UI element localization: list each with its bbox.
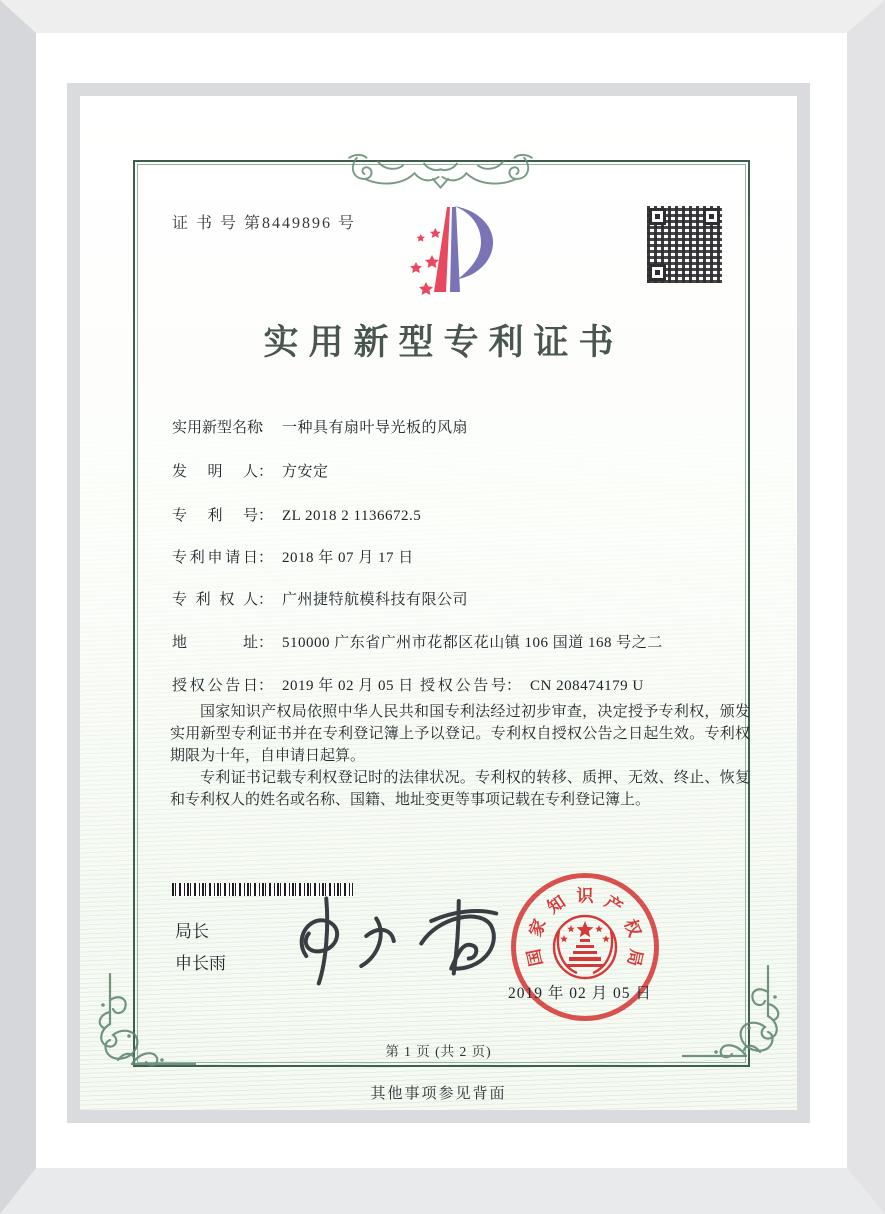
seal-char: 家 [525,916,550,940]
field-label: 专利号 [172,508,258,524]
field-label: 授权公告日 [172,678,258,694]
qr-code-icon [647,206,722,283]
legal-paragraph-2: 专利证书记载专利权登记时的法律状况。专利权的转移、质押、无效、终止、恢复和专利权人的姓名或名称、国籍、地址变更等事项记载在专利登记簿上。 [170,770,750,808]
field-colon: ： [258,635,274,651]
signer-title: 局长 [175,922,209,941]
field-label: 专利申请日 [172,550,258,566]
field-pair-grant-number [420,674,644,695]
seal-char: 产 [601,892,626,918]
field-label: 地址 [172,635,258,651]
seal-char: 国 [524,947,547,968]
seal-date: 2019 年 02 月 05 日 [508,985,652,1002]
field-label: 发明人 [172,464,258,480]
seal-char: 局 [623,947,646,968]
qr-finder-square [703,208,720,225]
seal-char: 权 [620,916,645,940]
field-value: 方安定 [282,464,329,480]
field-row-filing-date [172,546,414,567]
field-label: 实用新型名称 [172,420,263,436]
certificate-number: 证 书 号 第8449896 号 [172,215,357,232]
field-label: 授权公告号 [420,678,506,694]
field-row-grant [172,674,644,695]
national-emblem-icon [549,909,621,985]
field-value: 510000 广东省广州市花都区花山镇 106 国道 168 号之二 [282,635,663,651]
field-value: 2018 年 07 月 17 日 [282,550,414,566]
field-label: 专利权人 [172,592,258,608]
qr-finder-square [649,208,666,225]
legal-paragraph-1: 国家知识产权局依照中华人民共和国专利法经过初步审查，决定授予专利权，颁发实用新型专利证书并在专利登记簿上予以登记。专利权自授权公告之日起生效。专利权期限为十年，自申请日起算。 [170,704,750,764]
field-row-patentee [172,588,468,609]
field-colon: ： [506,678,522,694]
field-row-address [172,631,663,652]
field-colon: ： [258,550,274,566]
field-colon: ： [258,508,274,524]
qr-finder-square [649,264,666,281]
signer-block [175,916,226,980]
seal-char: 识 [576,886,594,906]
field-row-patent-number [172,504,421,525]
back-side-note: 其他事项参见背面 [370,1086,507,1102]
field-colon: ： [258,592,274,608]
certificate-title: 实用新型专利证书 [263,323,624,362]
frame-mat-gap [67,83,810,1123]
field-colon: ： [258,420,274,436]
field-row-utility-model-name [172,416,468,437]
certificate-paper [80,96,797,1110]
field-colon: ： [258,678,274,694]
field-value: 广州捷特航模科技有限公司 [282,592,469,608]
seal-char: 知 [544,892,569,918]
field-row-inventor [172,460,329,481]
field-value: CN 208474179 U [530,678,644,694]
field-value: 一种具有扇叶导光板的风扇 [282,420,469,436]
cnipa-logo-icon [402,200,502,300]
field-colon: ： [258,464,274,480]
signer-name: 申长雨 [175,954,226,973]
field-value: 2019 年 02 月 05 日 [282,678,414,694]
legal-text [170,701,750,811]
page-indicator: 第 1 页 (共 2 页) [385,1044,492,1059]
field-value: ZL 2018 2 1136672.5 [282,508,422,524]
